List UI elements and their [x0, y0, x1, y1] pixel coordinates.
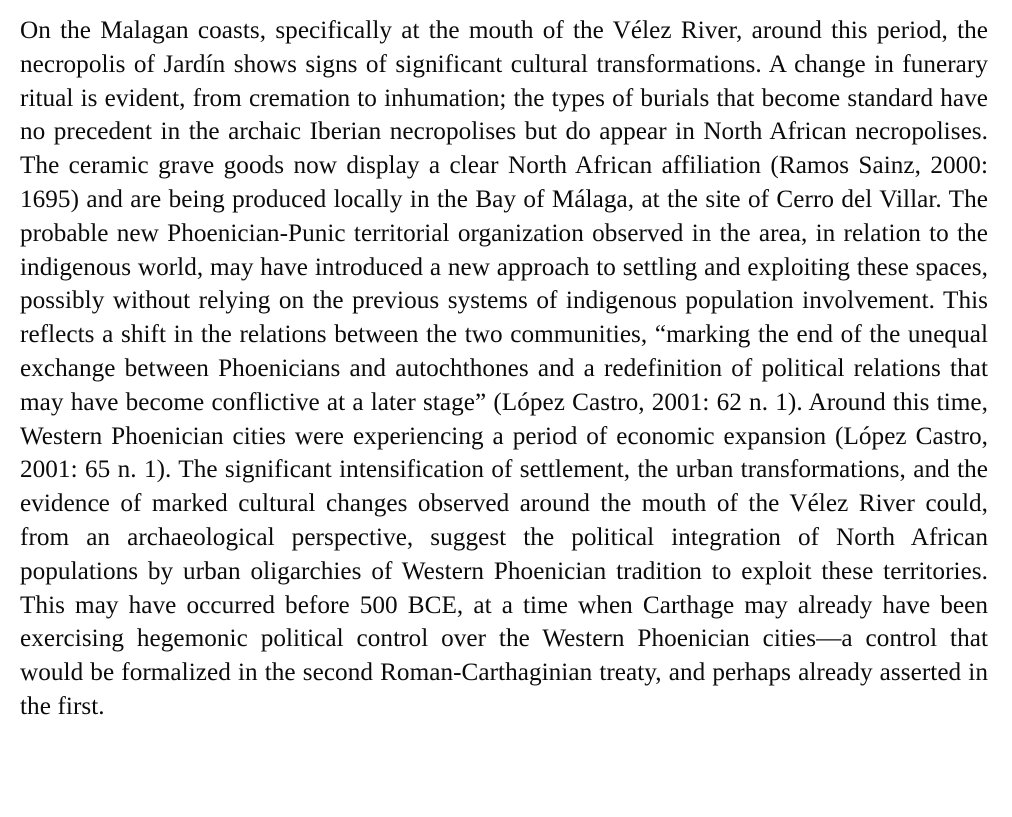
body-paragraph: On the Malagan coasts, specifically at the mouth of the Vélez River, around this period, the necropolis of Jardín shows signs of significant cultural transformations. A change in funerary ritual is evident, from cremation to inhumation; the types of burials that become standard have no precedent in the archaic Iberian necropolises but do appear in North African necropolises. The ceramic grave goods now display a clear North African affiliation (Ramos Sainz, 2000: 1695) and are being produced locally in the Bay of Málaga, at the site of Cerro del Villar. The probable new Phoenician-Punic territorial organization observed in the area, in relation to the indigenous world, may have introduced a new approach to settling and exploiting these spaces, possibly without relying on the previous systems of indigenous population involvement. This reflects a shift in the relations between the two communities, “marking the end of the unequal exchange between Phoenicians and autochthones and a redefinition of political relations that may have become conflictive at a later stage” (López Castro, 2001: 62 n. 1). Around this time, Western Phoenician cities were experiencing a period of economic expansion (López Castro, 2001: 65 n. 1). The significant intensification of settlement, the urban transformations, and the evidence of marked cultural changes observed around the mouth of the Vélez River could, from an archaeological perspective, suggest the political integration of North African populations by urban oligarchies of Western Phoenician tradition to exploit these territories. This may have occurred before 500 BCE, at a time when Carthage may already have been exercising hegemonic political control over the Western Phoenician cities—a control that would be formalized in the second Roman-Carthaginian treaty, and perhaps already asserted in the first. — [20, 17, 988, 720]
